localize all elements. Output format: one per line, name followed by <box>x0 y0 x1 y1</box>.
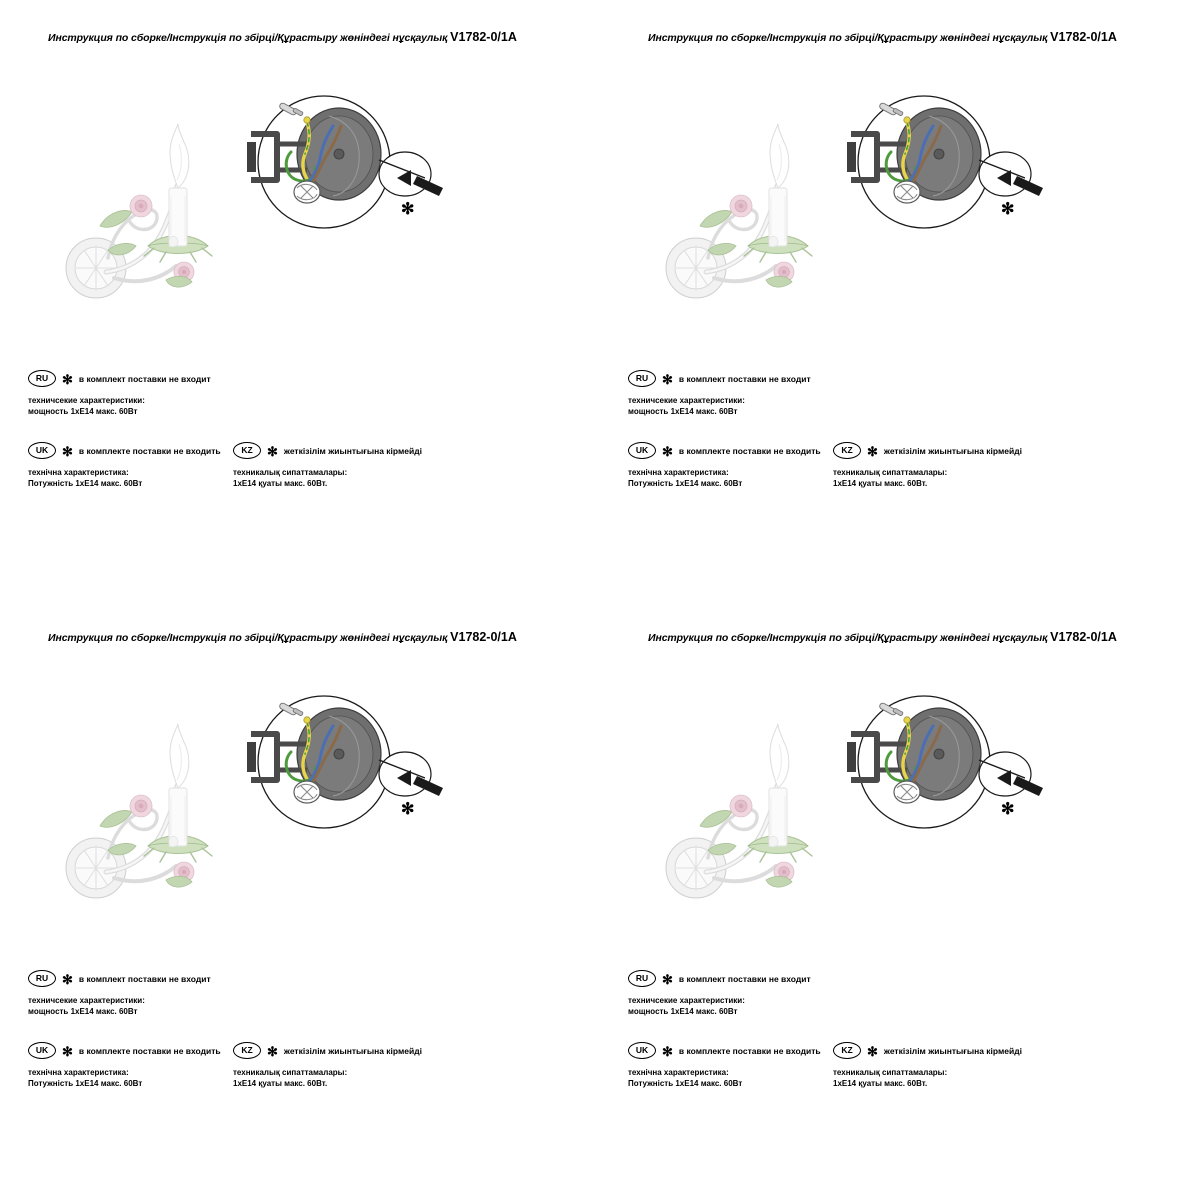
title-text: Инструкция по сборке/Інструкція по збірці/Құрастыру жөніндегі нұсқаулық <box>648 32 1048 44</box>
instruction-panel <box>600 0 1200 600</box>
asterisk-icon: ✻ <box>662 1044 673 1059</box>
note-kz: жеткізілім жиынтығына кірмейді <box>883 445 1022 456</box>
tech-value-uk: Потужність 1хЕ14 макс. 60Вт <box>628 479 743 488</box>
model-code: V1782-0/1A <box>450 630 517 644</box>
tech-value-kz: 1хЕ14 қуаты макс. 60Вт. <box>233 1079 328 1088</box>
spec-kz <box>833 1042 1063 1088</box>
title-text: Инструкция по сборке/Інструкція по збірці/Құрастыру жөніндегі нұсқаулық <box>48 32 448 44</box>
badge-ru: RU <box>28 970 56 987</box>
tech-head-ru: техничсекие характеристики: <box>28 996 145 1005</box>
page-title <box>48 630 576 644</box>
tech-value-ru: мощность 1хЕ14 макс. 60Вт <box>628 407 738 416</box>
asterisk-marker: ✻ <box>1001 201 1015 218</box>
spec-uk <box>628 1042 833 1088</box>
badge-uk: UK <box>28 442 56 459</box>
tech-value-kz: 1хЕ14 қуаты макс. 60Вт. <box>833 479 928 488</box>
spec-line-kz <box>833 442 1063 459</box>
tech-head-kz: техникалық сипаттамалары: <box>233 468 348 477</box>
specs-block <box>24 970 576 1088</box>
tech-head-uk: технічна характеристика: <box>28 1068 129 1077</box>
tech-head-ru: техничсекие характеристики: <box>628 396 745 405</box>
spec-kz <box>233 442 463 488</box>
wiring-diagram <box>229 682 449 862</box>
asterisk-icon: ✻ <box>867 1044 878 1059</box>
asterisk-marker: ✻ <box>1001 801 1015 818</box>
note-uk: в комплекте поставки не входить <box>78 1045 221 1056</box>
title-text: Инструкция по сборке/Інструкція по збірці/Құрастыру жөніндегі нұсқаулық <box>648 632 1048 644</box>
asterisk-marker: ✻ <box>401 201 415 218</box>
spec-line-ru <box>28 970 576 987</box>
badge-uk: UK <box>28 1042 56 1059</box>
badge-kz: KZ <box>833 442 861 459</box>
spec-line-uk <box>628 442 833 459</box>
note-uk: в комплекте поставки не входить <box>678 445 821 456</box>
spec-uk <box>28 442 233 488</box>
badge-ru: RU <box>28 370 56 387</box>
specs-block <box>624 970 1176 1088</box>
tech-head-ru: техничсекие характеристики: <box>28 396 145 405</box>
page-title <box>48 30 576 44</box>
tech-head-uk: технічна характеристика: <box>28 468 129 477</box>
specs-block <box>624 370 1176 488</box>
spec-uk <box>628 442 833 488</box>
tech-head-kz: техникалық сипаттамалары: <box>233 1068 348 1077</box>
asterisk-icon: ✻ <box>62 972 73 987</box>
tech-value-ru: мощность 1хЕ14 макс. 60Вт <box>28 1007 138 1016</box>
badge-kz: KZ <box>233 1042 261 1059</box>
badge-ru: RU <box>628 970 656 987</box>
figure-row <box>24 672 576 972</box>
tech-head-kz: техникалық сипаттамалары: <box>833 1068 948 1077</box>
spec-columns <box>624 1042 1176 1088</box>
spec-line-uk <box>28 442 233 459</box>
badge-ru: RU <box>628 370 656 387</box>
spec-ru <box>628 370 1176 416</box>
wiring-diagram <box>829 82 1049 262</box>
page-title <box>648 630 1176 644</box>
model-code: V1782-0/1A <box>1050 630 1117 644</box>
figure-row <box>624 72 1176 372</box>
figure-row <box>624 672 1176 972</box>
note-ru: в комплект поставки не входит <box>678 373 811 384</box>
badge-uk: UK <box>628 442 656 459</box>
badge-kz: KZ <box>233 442 261 459</box>
spec-line-ru <box>628 970 1176 987</box>
spec-line-ru <box>28 370 576 387</box>
asterisk-icon: ✻ <box>267 1044 278 1059</box>
note-kz: жеткізілім жиынтығына кірмейді <box>883 1045 1022 1056</box>
instruction-panel <box>0 0 600 600</box>
wiring-diagram <box>829 682 1049 862</box>
wiring-diagram <box>229 82 449 262</box>
model-code: V1782-0/1A <box>1050 30 1117 44</box>
specs-block <box>24 370 576 488</box>
spec-ru <box>28 970 576 1016</box>
tech-value-ru: мощность 1хЕ14 макс. 60Вт <box>28 407 138 416</box>
spec-ru <box>28 370 576 416</box>
asterisk-icon: ✻ <box>867 444 878 459</box>
asterisk-marker: ✻ <box>401 801 415 818</box>
note-ru: в комплект поставки не входит <box>78 373 211 384</box>
note-uk: в комплекте поставки не входить <box>78 445 221 456</box>
tech-head-uk: технічна характеристика: <box>628 468 729 477</box>
note-kz: жеткізілім жиынтығына кірмейді <box>283 1045 422 1056</box>
note-uk: в комплекте поставки не входить <box>678 1045 821 1056</box>
spec-line-uk <box>28 1042 233 1059</box>
figure-row <box>24 72 576 372</box>
tech-head-ru: техничсекие характеристики: <box>628 996 745 1005</box>
spec-line-kz <box>833 1042 1063 1059</box>
badge-uk: UK <box>628 1042 656 1059</box>
spec-line-uk <box>628 1042 833 1059</box>
asterisk-icon: ✻ <box>662 972 673 987</box>
spec-columns <box>624 442 1176 488</box>
asterisk-icon: ✻ <box>267 444 278 459</box>
note-ru: в комплект поставки не входит <box>78 973 211 984</box>
model-code: V1782-0/1A <box>450 30 517 44</box>
spec-columns <box>24 1042 576 1088</box>
tech-value-kz: 1хЕ14 қуаты макс. 60Вт. <box>233 479 328 488</box>
spec-line-kz <box>233 1042 463 1059</box>
tech-value-kz: 1хЕ14 қуаты макс. 60Вт. <box>833 1079 928 1088</box>
tech-value-uk: Потужність 1хЕ14 макс. 60Вт <box>28 1079 143 1088</box>
page-title <box>648 30 1176 44</box>
spec-kz <box>833 442 1063 488</box>
tech-value-ru: мощность 1хЕ14 макс. 60Вт <box>628 1007 738 1016</box>
spec-ru <box>628 970 1176 1016</box>
spec-line-kz <box>233 442 463 459</box>
tech-value-uk: Потужність 1хЕ14 макс. 60Вт <box>628 1079 743 1088</box>
badge-kz: KZ <box>833 1042 861 1059</box>
tech-head-uk: технічна характеристика: <box>628 1068 729 1077</box>
asterisk-icon: ✻ <box>62 444 73 459</box>
spec-line-ru <box>628 370 1176 387</box>
tech-head-kz: техникалық сипаттамалары: <box>833 468 948 477</box>
instruction-panel <box>0 600 600 1200</box>
note-kz: жеткізілім жиынтығына кірмейді <box>283 445 422 456</box>
asterisk-icon: ✻ <box>662 444 673 459</box>
spec-uk <box>28 1042 233 1088</box>
spec-columns <box>24 442 576 488</box>
instruction-panel <box>600 600 1200 1200</box>
note-ru: в комплект поставки не входит <box>678 973 811 984</box>
asterisk-icon: ✻ <box>662 372 673 387</box>
tech-value-uk: Потужність 1хЕ14 макс. 60Вт <box>28 479 143 488</box>
asterisk-icon: ✻ <box>62 372 73 387</box>
asterisk-icon: ✻ <box>62 1044 73 1059</box>
spec-kz <box>233 1042 463 1088</box>
title-text: Инструкция по сборке/Інструкція по збірці/Құрастыру жөніндегі нұсқаулық <box>48 632 448 644</box>
